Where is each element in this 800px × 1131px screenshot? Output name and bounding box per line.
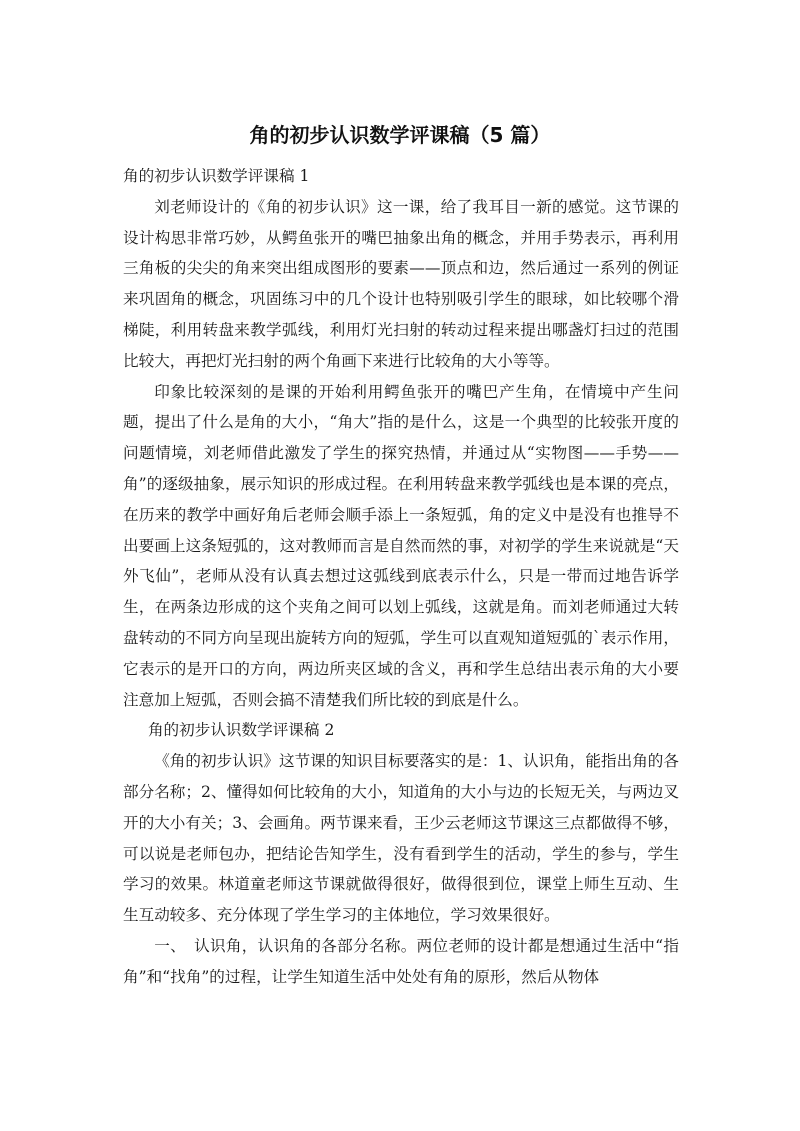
section-1-paragraph-1: 刘老师设计的《角的初步认识》这一课，给了我耳目一新的感觉。这节课的设计构思非常巧妙，从鳄鱼张开的嘴巴抽象出角的概念，并用手势表示，再利用三角板的尖尖的角来突出组成图形的要素——顶点和边，然后通过一系列的例证来巩固角的概念，巩固练习中的几个设计也特别吸引学生的眼球，如比较哪个滑梯陡，利用转盘来教学弧线，利用灯光扫射的转动过程来提出哪盏灯扫过的范围比较大，再把灯光扫射的两个角画下来进行比较角的大小等等。 [123, 197, 679, 370]
section-heading-2: 角的初步认识数学评课稿 2 [147, 721, 335, 740]
section-2-paragraph-1: 《角的初步认识》这节课的知识目标要落实的是：1、认识角，能指出角的各部分名称；2、懂得如何比较角的大小，知道角的大小与边的长短无关，与两边叉开的大小有关；3、会画角。两节课来看，王少云老师这节课这三点都做得不够，可以说是老师包办，把结论告知学生，没有看到学生的活动，学生的参与，学生学习的效果。林道童老师这节课就做得很好，做得很到位，课堂上师生互动、生生互动较多、充分体现了学生学习的主体地位，学习效果很好。 [123, 752, 679, 925]
document-body [123, 161, 679, 993]
section-1-paragraph-2: 印象比较深刻的是课的开始利用鳄鱼张开的嘴巴产生角，在情境中产生问题，提出了什么是角的大小，“角大”指的是什么，这是一个典型的比较张开度的问题情境，刘老师借此激发了学生的探究热情，并通过从“实物图——手势——角”的逐级抽象，展示知识的形成过程。在利用转盘来教学弧线也是本课的亮点，在历来的教学中画好角后老师会顺手添上一条短弧，角的定义中是没有也推导不出要画上这条短弧的，这对教师而言是自然而然的事，对初学的学生来说就是“天外飞仙”，老师从没有认真去想过这弧线到底表示什么，只是一带而过地告诉学生，在两条边形成的这个夹角之间可以划上弧线，这就是角。而刘老师通过大转盘转动的不同方向呈现出旋转方向的短弧，学生可以直观知道短弧的`表示作用，它表示的是开口的方向，两边所夹区域的含义，再和学生总结出表示角的大小要注意加上短弧，否则会搞不清楚我们所比较的到底是什么。 [123, 382, 679, 709]
document-title: 角的初步认识数学评课稿（5 篇） [249, 123, 551, 147]
section-2-paragraph-2: 一、 认识角，认识角的各部分名称。两位老师的设计都是想通过生活中“指角”和“找角”的过程，让学生知道生活中处处有角的原形，然后从物体 [123, 936, 679, 986]
section-heading-1: 角的初步认识数学评课稿 1 [123, 167, 310, 185]
